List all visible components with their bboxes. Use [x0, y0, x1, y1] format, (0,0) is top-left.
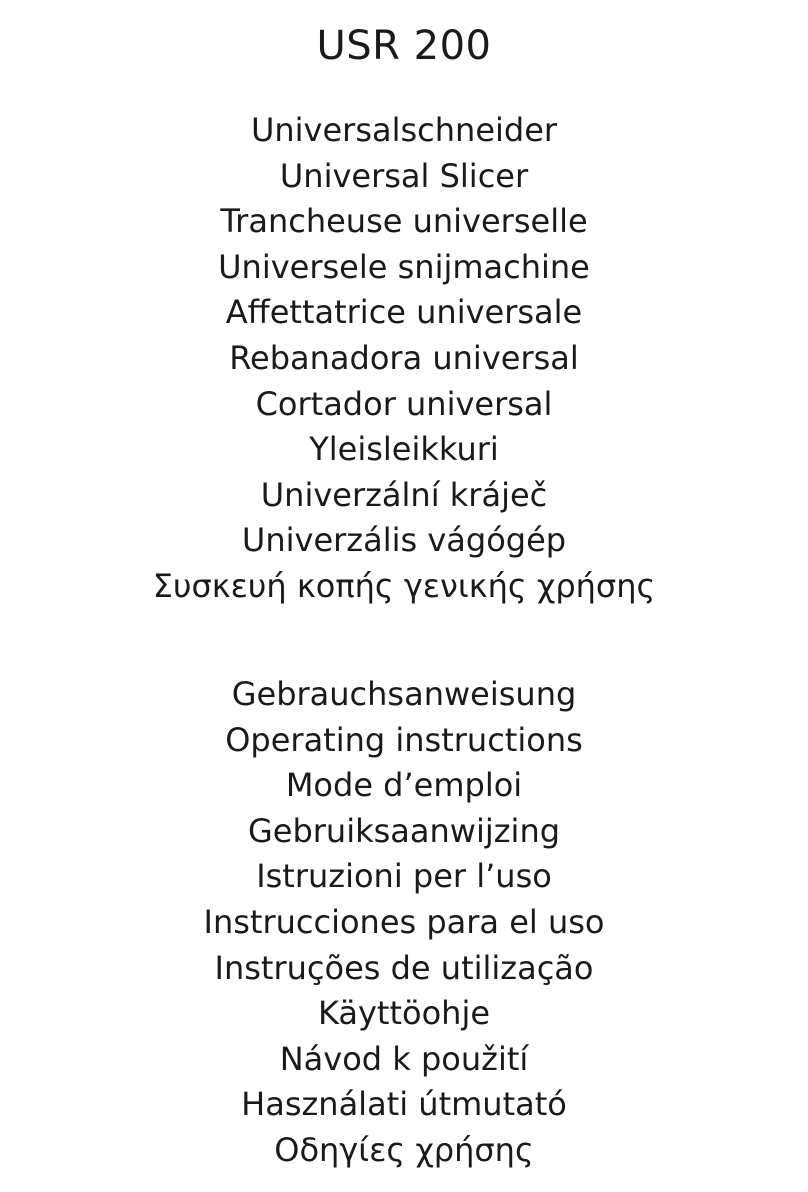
instruction-title-pt: Instruções de utilização [214, 948, 594, 987]
instruction-title-el: Οδηγίες χρήσης [274, 1130, 534, 1169]
product-name-cs: Univerzální kráječ [260, 475, 548, 514]
product-name-hu: Univerzális vágógép [241, 521, 567, 560]
instruction-title-fr: Mode d’emploi [285, 766, 523, 805]
product-name-pt: Cortador universal [255, 384, 553, 423]
instruction-title-en: Operating instructions [225, 720, 583, 759]
instruction-title-nl: Gebruiksaanwijzing [247, 811, 561, 850]
product-name-el: Συσκευή κοπής γενικής χρήσης [152, 566, 656, 605]
instruction-title-fi: Käyttöohje [317, 994, 491, 1033]
product-name-fr: Trancheuse universelle [220, 202, 588, 241]
instruction-title-cs: Návod k použití [279, 1039, 529, 1078]
product-name-nl: Universele snijmachine [218, 247, 590, 286]
instruction-title-hu: Használati útmutató [241, 1085, 567, 1124]
product-name-it: Affettatrice universale [225, 293, 583, 332]
product-name-es: Rebanadora universal [229, 338, 579, 377]
model-title: USR 200 [316, 23, 492, 69]
product-name-list [0, 108, 808, 610]
product-name-de: Universalschneider [250, 111, 558, 149]
instruction-title-it: Istruzioni per l’uso [256, 857, 552, 896]
instruction-title-es: Instrucciones para el uso [203, 902, 605, 941]
instruction-title-list [0, 672, 808, 1174]
product-name-en: Universal Slicer [279, 156, 529, 195]
instruction-title-de: Gebrauchsanweisung [231, 675, 577, 713]
product-name-fi: Yleisleikkuri [309, 430, 499, 469]
